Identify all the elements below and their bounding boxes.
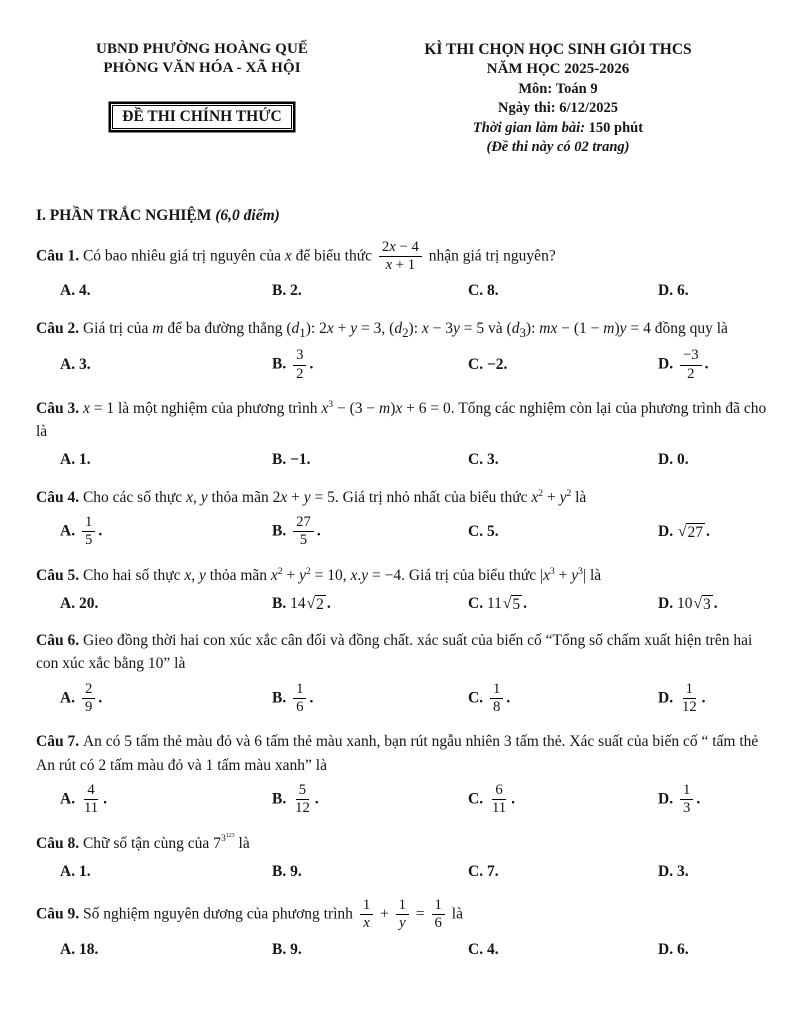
exam-title: KÌ THI CHỌN HỌC SINH GIỎI THCS bbox=[424, 41, 692, 58]
math-expression: 11 bbox=[486, 594, 502, 612]
text-run: 4. bbox=[486, 940, 499, 958]
question-stem bbox=[36, 397, 768, 444]
answer-option-D bbox=[658, 681, 768, 717]
text-run: 3. bbox=[676, 862, 689, 880]
superscript: 3 bbox=[549, 565, 555, 577]
text-run: 7. bbox=[486, 862, 499, 880]
text-run: 6. bbox=[676, 940, 689, 958]
fraction-numerator: 1 bbox=[82, 514, 95, 532]
fraction-denominator: 8 bbox=[492, 698, 501, 715]
text-run: 3. bbox=[78, 356, 91, 374]
superscript: 2 bbox=[538, 487, 544, 499]
answer-option-D bbox=[658, 782, 768, 818]
school-year: NĂM HỌC 2025-2026 bbox=[486, 61, 630, 78]
answer-option-A bbox=[36, 353, 272, 376]
answer-letter: D. bbox=[658, 451, 677, 469]
question-number: Câu 4. bbox=[36, 488, 83, 506]
text-run: An có 5 tấm thẻ màu đỏ và 6 tấm thẻ màu xanh, bạn rút ngẫu nhiên 3 tấm thẻ. Xác suất của biến cố “ tấm thẻ An rút có 2 tấm màu đỏ và 1 tấm màu xanh” là bbox=[36, 733, 759, 774]
fraction-numerator: 3 bbox=[293, 347, 306, 365]
answer-option-B bbox=[272, 681, 468, 717]
text-run: 9. bbox=[290, 862, 302, 880]
answer-letter: D. bbox=[658, 862, 677, 880]
answer-row bbox=[36, 514, 768, 550]
math-expression: x = 1 bbox=[82, 399, 115, 417]
fraction-denominator: 6 bbox=[296, 698, 304, 715]
fraction bbox=[293, 681, 306, 717]
text-run: nhận giá trị nguyên? bbox=[424, 247, 556, 265]
fraction-numerator: 27 bbox=[293, 514, 314, 532]
text-run: Có bao nhiêu giá trị nguyên của bbox=[82, 247, 285, 265]
text-run: . bbox=[511, 790, 516, 808]
questions-list bbox=[0, 239, 792, 961]
text-run: −1. bbox=[290, 451, 311, 469]
answer-option-A bbox=[36, 448, 272, 471]
answer-row bbox=[36, 681, 768, 717]
text-run: 2. bbox=[290, 282, 302, 300]
math-expression: $7^{3^{123}}$ bbox=[213, 833, 235, 852]
question-2 bbox=[36, 317, 768, 383]
text-run: . bbox=[701, 689, 706, 707]
answer-letter: C. bbox=[468, 940, 487, 958]
answer-letter: D. bbox=[658, 355, 677, 373]
fraction bbox=[293, 347, 306, 383]
answer-row bbox=[36, 938, 768, 961]
fraction bbox=[293, 514, 314, 550]
radical-sign: √ bbox=[306, 594, 316, 612]
subscript: 3 bbox=[519, 324, 526, 340]
text-run: . bbox=[326, 594, 331, 612]
answer-option-A bbox=[36, 681, 272, 717]
section-points: (6,0 điểm) bbox=[215, 206, 280, 224]
answer-letter: C. bbox=[468, 790, 487, 808]
fraction bbox=[680, 681, 699, 717]
text-run: . bbox=[523, 594, 528, 612]
answer-option-D bbox=[658, 860, 768, 883]
text-run: . bbox=[309, 689, 314, 707]
math-expression: $x^2 + y^2 = 10$, x.y = −4 bbox=[270, 565, 402, 584]
question-4 bbox=[36, 486, 768, 550]
answer-option-D bbox=[658, 448, 768, 471]
fraction-numerator: 1 bbox=[293, 681, 306, 699]
date-label: Ngày thi: bbox=[497, 100, 556, 117]
answer-letter: C. bbox=[468, 689, 487, 707]
fraction-denominator: 12 bbox=[681, 698, 697, 715]
fraction-denominator: 3 bbox=[682, 800, 691, 817]
fraction-numerator: 1 bbox=[432, 897, 445, 915]
text-run: . Giá trị của biểu thức bbox=[401, 566, 540, 584]
fraction bbox=[490, 681, 503, 717]
exam-date-line bbox=[358, 99, 758, 118]
answer-letter: A. bbox=[60, 790, 79, 808]
fraction-numerator: 1 bbox=[396, 897, 409, 915]
radical-sign: √ bbox=[693, 594, 702, 612]
text-run: 1. bbox=[78, 862, 91, 880]
question-6 bbox=[36, 629, 768, 716]
subject-label: Môn: bbox=[518, 81, 553, 98]
fraction-denominator: 9 bbox=[84, 698, 93, 715]
answer-option-B bbox=[272, 448, 468, 471]
superscript: 2 bbox=[277, 565, 283, 577]
superscript: 2 bbox=[305, 565, 311, 577]
answer-option-C bbox=[468, 592, 658, 615]
question-number: Câu 3. bbox=[36, 399, 83, 417]
fraction bbox=[293, 782, 312, 818]
answer-option-B bbox=[272, 938, 468, 961]
fraction-denominator: 11 bbox=[491, 800, 507, 817]
text-run: . Giá trị nhỏ nhất của biểu thức bbox=[334, 488, 532, 506]
official-exam-stamp: ĐỀ THI CHÍNH THỨC bbox=[112, 105, 291, 129]
text-run: . bbox=[309, 355, 314, 373]
answer-letter: D. bbox=[658, 940, 677, 958]
answer-option-B bbox=[272, 514, 468, 550]
answer-option-D bbox=[658, 520, 768, 543]
answer-letter: A. bbox=[60, 451, 79, 469]
superscript: 3123 bbox=[220, 833, 235, 845]
answer-letter: B. bbox=[272, 940, 291, 958]
fraction-denominator: 2 bbox=[296, 365, 304, 382]
answer-letter: B. bbox=[272, 522, 291, 540]
fraction-numerator: 1 bbox=[683, 681, 696, 699]
question-stem bbox=[36, 564, 768, 587]
math-expression: m bbox=[152, 319, 164, 337]
superscript: 3 bbox=[328, 398, 334, 410]
text-run: 5. bbox=[486, 523, 499, 541]
text-run: . bbox=[713, 594, 718, 612]
answer-option-C bbox=[468, 520, 658, 543]
math-expression: 14 bbox=[290, 594, 306, 612]
text-run: . bbox=[705, 523, 710, 541]
answer-letter: C. bbox=[468, 594, 487, 612]
answer-option-C bbox=[468, 279, 658, 302]
text-run: 0. bbox=[676, 451, 689, 469]
fraction-denominator: 12 bbox=[295, 800, 310, 817]
text-run: Chữ số tận cùng của bbox=[82, 834, 214, 852]
answer-letter: B. bbox=[272, 355, 291, 373]
fraction-numerator: −3 bbox=[680, 347, 702, 365]
fraction bbox=[82, 681, 95, 717]
fraction-denominator: 6 bbox=[434, 915, 442, 932]
answer-letter: D. bbox=[658, 689, 677, 707]
math-expression: = bbox=[415, 905, 425, 923]
text-run: là bbox=[234, 834, 250, 852]
text-run: là bbox=[586, 566, 602, 584]
answer-option-C bbox=[468, 938, 658, 961]
answer-letter: D. bbox=[658, 523, 677, 541]
answer-letter: A. bbox=[60, 594, 79, 612]
math-expression: x, y bbox=[184, 566, 206, 584]
answer-option-D bbox=[658, 592, 768, 615]
text-run: đồng quy là bbox=[650, 319, 728, 337]
fraction bbox=[82, 782, 100, 818]
duration-label: Thời gian làm bài: bbox=[472, 119, 586, 136]
question-8 bbox=[36, 832, 768, 884]
text-run: Cho hai số thực bbox=[82, 566, 185, 584]
math-expression: $(d_1)$: 2x + y = 3 bbox=[286, 319, 382, 340]
date-value: 6/12/2025 bbox=[559, 100, 619, 117]
text-run: Số nghiệm nguyên dương của phương trình bbox=[82, 905, 357, 923]
answer-letter: A. bbox=[60, 940, 79, 958]
fraction bbox=[396, 897, 409, 933]
answer-row bbox=[36, 860, 768, 883]
answer-option-B bbox=[272, 592, 468, 615]
math-expression: $x^2 + y^2$ bbox=[531, 487, 572, 506]
text-run: . bbox=[316, 522, 321, 540]
answer-option-C bbox=[468, 448, 658, 471]
answer-option-A bbox=[36, 782, 272, 818]
text-run: 8. bbox=[486, 282, 499, 300]
fraction bbox=[432, 897, 445, 933]
radicand: 27 bbox=[687, 524, 703, 542]
section-title bbox=[36, 207, 766, 225]
answer-row bbox=[36, 592, 768, 615]
duration-value: 150 phút bbox=[588, 119, 644, 136]
answer-letter: B. bbox=[272, 689, 291, 707]
answer-letter: C. bbox=[468, 356, 487, 374]
answer-letter: B. bbox=[272, 282, 291, 300]
text-run: thỏa mãn bbox=[205, 566, 271, 584]
radicand: 3 bbox=[702, 595, 711, 613]
duration-line bbox=[358, 119, 758, 138]
fraction-denominator: 2 bbox=[687, 365, 695, 382]
answer-letter: B. bbox=[272, 451, 291, 469]
superscript: 3 bbox=[578, 565, 583, 577]
question-1 bbox=[36, 239, 768, 303]
answer-option-C bbox=[468, 860, 658, 883]
exam-info-block bbox=[358, 40, 758, 157]
question-stem bbox=[36, 832, 768, 855]
answer-option-C bbox=[468, 681, 658, 717]
math-expression: $x^3 - (3 - m)x + 6 = 0$ bbox=[321, 398, 451, 417]
radical-sign: √ bbox=[502, 594, 512, 612]
text-run: 18. bbox=[78, 940, 99, 958]
question-number: Câu 9. bbox=[36, 905, 83, 923]
text-run: thỏa mãn bbox=[207, 488, 273, 506]
answer-row bbox=[36, 782, 768, 818]
question-number: Câu 1. bbox=[36, 247, 83, 265]
text-run: . bbox=[696, 790, 701, 808]
answer-row bbox=[36, 347, 768, 383]
math-expression: 10 bbox=[676, 594, 693, 612]
question-stem bbox=[36, 486, 768, 509]
superscript: 123 bbox=[225, 833, 235, 840]
fraction-denominator: y bbox=[399, 915, 406, 932]
fraction bbox=[680, 782, 693, 818]
text-run: 4. bbox=[78, 282, 91, 300]
answer-option-A bbox=[36, 592, 272, 615]
answer-option-C bbox=[468, 353, 658, 376]
question-9 bbox=[36, 897, 768, 961]
answer-letter: A. bbox=[60, 522, 79, 540]
answer-row bbox=[36, 448, 768, 471]
answer-option-D bbox=[658, 347, 768, 383]
fraction-numerator: 2 bbox=[82, 681, 95, 699]
math-expression: x bbox=[284, 247, 292, 265]
text-run: 6. bbox=[676, 282, 689, 300]
fraction bbox=[360, 897, 373, 933]
text-run: . Tổng các nghiệm còn lại của phương trình đã cho là bbox=[36, 399, 767, 441]
question-stem bbox=[36, 239, 768, 275]
math-expression: $|x^3 + y^3|$ bbox=[539, 565, 587, 584]
answer-letter: D. bbox=[658, 594, 677, 612]
text-run: là một nghiệm của phương trình bbox=[114, 399, 322, 417]
text-run: 3. bbox=[486, 451, 499, 469]
fraction-numerator: 6 bbox=[492, 782, 505, 800]
text-run: . bbox=[103, 790, 108, 808]
text-run: để biểu thức bbox=[291, 247, 376, 265]
answer-letter: C. bbox=[468, 862, 487, 880]
text-run: Gieo đồng thời hai con xúc xắc cân đối và đồng chất. xác suất của biến cố “Tổng số chấm xuất hiện trên hai con xúc xắc bằng 10” là bbox=[36, 632, 753, 673]
question-number: Câu 8. bbox=[36, 834, 83, 852]
text-run: Giá trị của bbox=[82, 319, 153, 337]
answer-option-B bbox=[272, 279, 468, 302]
exam-header bbox=[0, 0, 792, 157]
answer-letter: C. bbox=[468, 282, 487, 300]
fraction-denominator: 5 bbox=[299, 532, 308, 549]
radicand: 2 bbox=[316, 595, 324, 613]
fraction-numerator: 1 bbox=[360, 897, 373, 915]
radical-sign: √ bbox=[677, 523, 687, 541]
fraction-denominator: x bbox=[363, 915, 370, 932]
fraction-numerator: 5 bbox=[296, 782, 309, 800]
question-stem bbox=[36, 317, 768, 342]
text-run: −2. bbox=[486, 356, 508, 374]
fraction-denominator: 5 bbox=[84, 532, 93, 549]
text-run: . bbox=[98, 689, 103, 707]
text-run: . bbox=[506, 689, 511, 707]
issuer-block bbox=[46, 40, 358, 157]
answer-option-A bbox=[36, 279, 272, 302]
radicand: 5 bbox=[512, 595, 521, 613]
question-number: Câu 7. bbox=[36, 733, 83, 751]
answer-letter: B. bbox=[272, 790, 291, 808]
question-number: Câu 6. bbox=[36, 632, 83, 650]
section-title-text: I. PHẦN TRẮC NGHIỆM bbox=[36, 206, 212, 224]
subscript: 2 bbox=[402, 324, 409, 340]
text-run: 1. bbox=[78, 451, 91, 469]
question-7 bbox=[36, 730, 768, 817]
fraction-numerator: 2x − 4 bbox=[379, 239, 422, 257]
answer-option-B bbox=[272, 860, 468, 883]
square-root bbox=[503, 595, 522, 614]
department-name: PHÒNG VĂN HÓA - XÃ HỘI bbox=[103, 60, 301, 77]
square-root bbox=[307, 595, 326, 614]
text-run: là bbox=[571, 488, 587, 506]
square-root bbox=[678, 523, 705, 542]
answer-letter: C. bbox=[468, 523, 487, 541]
subject-line bbox=[358, 80, 758, 99]
question-5 bbox=[36, 564, 768, 616]
pages-note: (Đề thi này có 02 trang) bbox=[486, 138, 630, 155]
text-run: 9. bbox=[290, 940, 302, 958]
fraction bbox=[82, 514, 95, 550]
answer-letter: A. bbox=[60, 356, 79, 374]
answer-letter: A. bbox=[60, 689, 79, 707]
answer-letter: D. bbox=[658, 790, 677, 808]
question-number: Câu 2. bbox=[36, 319, 83, 337]
answer-option-B bbox=[272, 347, 468, 383]
fraction-numerator: 1 bbox=[490, 681, 503, 699]
answer-option-D bbox=[658, 279, 768, 302]
fraction-numerator: 4 bbox=[84, 782, 97, 800]
answer-letter: B. bbox=[272, 594, 291, 612]
question-stem bbox=[36, 629, 768, 676]
answer-option-A bbox=[36, 514, 272, 550]
answer-letter: C. bbox=[468, 451, 487, 469]
answer-option-B bbox=[272, 782, 468, 818]
math-expression: $(d_3)$: mx − (1 − m)y = 4 bbox=[506, 319, 651, 340]
question-number: Câu 5. bbox=[36, 566, 83, 584]
text-run: . bbox=[98, 522, 103, 540]
superscript: 2 bbox=[566, 487, 572, 499]
question-3 bbox=[36, 397, 768, 472]
math-expression: 2x + y = 5 bbox=[272, 488, 335, 506]
text-run: . bbox=[314, 790, 319, 808]
answer-option-A bbox=[36, 938, 272, 961]
answer-option-C bbox=[468, 782, 658, 818]
text-run: . bbox=[704, 355, 709, 373]
text-run: và bbox=[484, 319, 507, 337]
fraction-denominator: x + 1 bbox=[385, 257, 416, 274]
subscript: 1 bbox=[299, 324, 306, 340]
answer-letter: A. bbox=[60, 862, 79, 880]
text-run: , bbox=[381, 319, 390, 337]
text-run: để ba đường thẳng bbox=[163, 319, 287, 337]
fraction bbox=[379, 239, 422, 275]
text-run: Cho các số thực bbox=[82, 488, 187, 506]
fraction bbox=[680, 347, 702, 383]
question-stem bbox=[36, 897, 768, 933]
text-run: 20. bbox=[78, 594, 99, 612]
answer-letter: A. bbox=[60, 282, 79, 300]
question-stem bbox=[36, 730, 768, 777]
math-expression: $(d_2)$: x − 3y = 5 bbox=[389, 319, 485, 340]
answer-letter: D. bbox=[658, 282, 677, 300]
issuer-name: UBND PHƯỜNG HOÀNG QUẾ bbox=[96, 41, 308, 57]
math-expression: + bbox=[380, 905, 389, 923]
subject-value: Toán 9 bbox=[555, 81, 598, 98]
fraction-numerator: 1 bbox=[680, 782, 693, 800]
square-root bbox=[693, 595, 712, 614]
text-run: là bbox=[447, 905, 463, 923]
fraction bbox=[490, 782, 508, 818]
answer-option-A bbox=[36, 860, 272, 883]
fraction-denominator: 11 bbox=[83, 800, 99, 817]
answer-option-D bbox=[658, 938, 768, 961]
answer-row bbox=[36, 279, 768, 302]
math-expression: x, y bbox=[186, 488, 208, 506]
answer-letter: B. bbox=[272, 862, 291, 880]
